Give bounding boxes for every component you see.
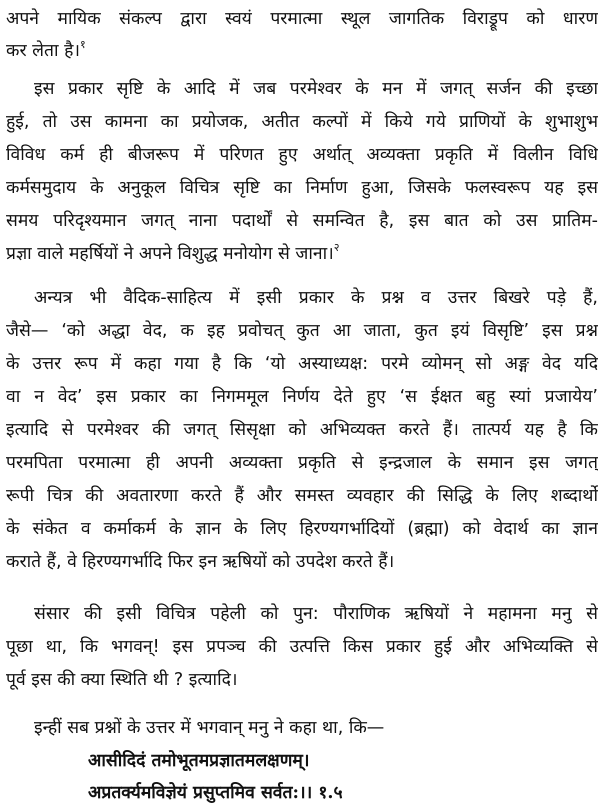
text-line: इन्हीं सब प्रश्नों के उत्तर में भगवान् मनु ने कहा था, कि— bbox=[34, 718, 385, 738]
text-line: के उत्तर रूप में कहा गया है कि ‘यो अस्याध्यक्ष: परमे व्योमन् सो अङ्ग वेद यदि bbox=[6, 354, 598, 374]
footnote-marker: २ bbox=[333, 241, 340, 254]
footnote-marker: १ bbox=[80, 38, 86, 51]
text-line: परमपिता परमात्मा ही अपनी अव्यक्ता प्रकृति से इन्द्रजाल के समान इस जगत् bbox=[6, 453, 598, 473]
verse-line: आसीदिदं तमोभूतमप्रज्ञातमलक्षणम्। bbox=[88, 751, 310, 771]
text-line: रूपी चित्र की अवतारणा करते हैं और समस्त व्यवहार की सिद्धि के लिए शब्दार्थो bbox=[6, 486, 598, 506]
text-line bbox=[6, 237, 598, 271]
text-line bbox=[6, 34, 598, 68]
text-line: पूछा था, कि भगवन्! इस प्रपञ्च की उत्पत्ति किस प्रकार हुई और अभिव्यक्ति से bbox=[6, 637, 598, 657]
text-line: इस प्रकार सृष्टि के आदि में जब परमेश्वर के मन में जगत् सर्जन की इच्छा bbox=[34, 79, 598, 99]
text-line: इत्यादि से परमेश्वर की जगत् सिसृक्षा को अभिव्यक्त करते हैं। तात्पर्य यह है कि bbox=[6, 420, 598, 440]
text-line: पूर्व इस की क्या स्थिति थी ? इत्यादि। bbox=[6, 670, 238, 690]
text-line: के संकेत व कर्माकर्म के ज्ञान के लिए हिरण्यगर्भादियों (ब्रह्मा) को वेदार्थ का ज्ञान bbox=[6, 519, 598, 539]
text-line: वा न वेद’ इस प्रकार का निगममूल निर्णय देते हुए ‘स ईक्षत बहु स्यां प्रजायेय’ bbox=[6, 387, 598, 407]
text-line-content: कर लेता है। bbox=[6, 41, 81, 61]
text-line: जैसे— ‘को अद्धा वेद, क इह प्रवोचत् कुत आ जाता, कुत इयं विसृष्टि’ इस प्रश्न bbox=[6, 321, 598, 341]
text-line: कराते हैं, वे हिरण्यगर्भादि फिर इन ऋषियों को उपदेश करते हैं। bbox=[6, 552, 395, 572]
text-line: समय परिदृश्यमान जगत् नाना पदार्थों से समन्वित है, इस बात को उस प्रातिम- bbox=[6, 211, 598, 231]
text-line-content: प्रज्ञा वाले महर्षियों ने अपने विशुद्ध मनोयोग से जाना। bbox=[6, 244, 334, 264]
text-line: अन्यत्र भी वैदिक-साहित्य में इसी प्रकार के प्रश्न व उत्तर बिखरे पड़े हैं, bbox=[34, 288, 598, 308]
text-line: संसार की इसी विचित्र पहेली को पुन: पौराणिक ऋषियों ने महामना मनु से bbox=[34, 604, 598, 624]
verse-line: अप्रतर्क्यमविज्ञेयं प्रसुप्तमिव सर्वत:।। १.५ bbox=[88, 783, 343, 803]
text-line: अपने मायिक संकल्प द्वारा स्वयं परमात्मा स्थूल जागतिक विराड्रूप को धारण bbox=[6, 9, 598, 29]
text-line: विविध कर्म ही बीजरूप में परिणत हुए अर्थात् अव्यक्ता प्रकृति में विलीन विधि bbox=[6, 145, 598, 165]
text-line: हुई, तो उस कामना का प्रयोजक, अतीत कल्पों में किये गये प्राणियों के शुभाशुभ bbox=[6, 112, 598, 132]
text-line: कर्मसमुदाय के अनुकूल विचित्र सृष्टि का निर्माण हुआ, जिसके फलस्वरूप यह इस bbox=[6, 178, 598, 198]
